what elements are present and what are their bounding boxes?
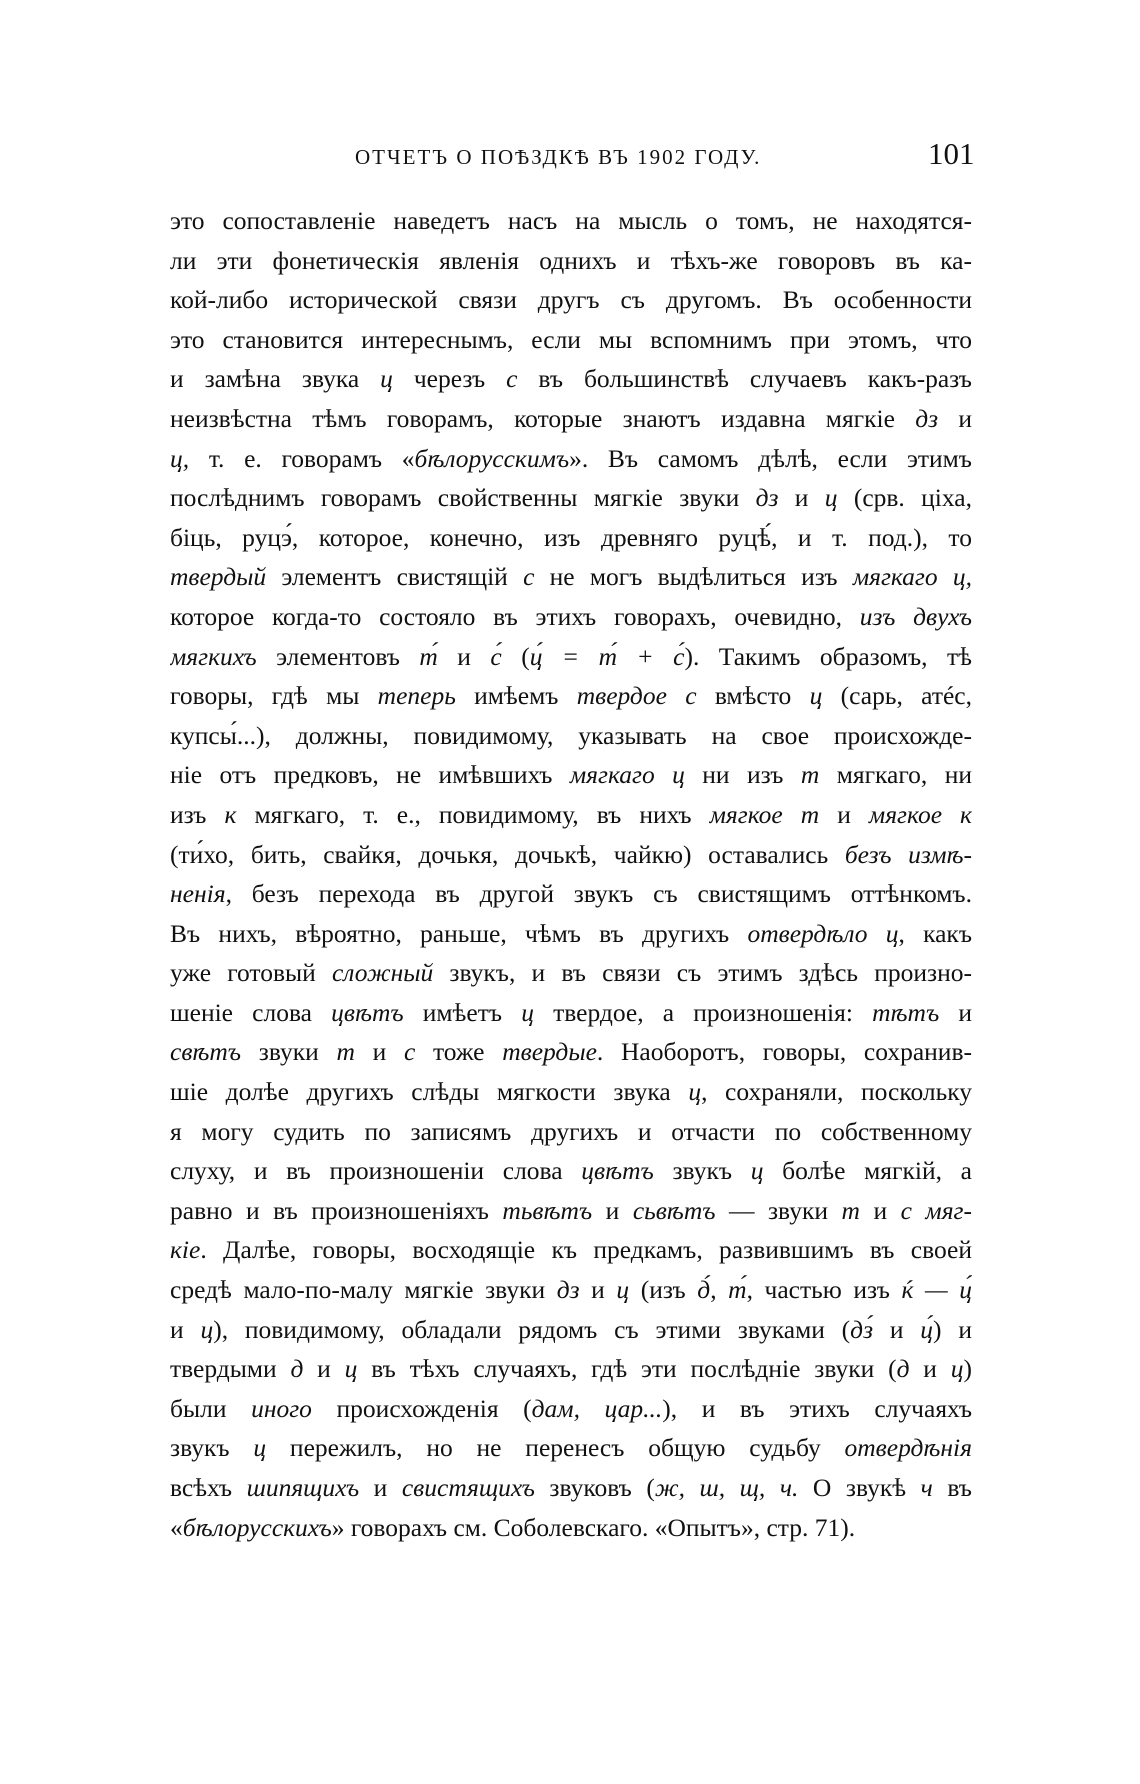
text-fragment: и	[437, 641, 491, 671]
text-fragment: всѣхъ	[170, 1473, 247, 1502]
italic-fragment: отвердѣнія	[844, 1433, 972, 1463]
text-fragment: и	[909, 1354, 951, 1384]
italic-fragment: ц	[616, 1275, 630, 1305]
text-fragment: и	[859, 1195, 901, 1225]
text-line	[170, 399, 972, 439]
text-fragment: мягкаго, т. е., повидимому, въ нихъ	[236, 799, 710, 829]
text-fragment: (	[501, 641, 530, 671]
italic-fragment: с́	[490, 641, 502, 671]
text-fragment: звуковъ (	[534, 1473, 655, 1502]
italic-fragment: ц	[950, 1354, 964, 1384]
text-line	[170, 795, 972, 835]
text-fragment: и	[592, 1195, 633, 1225]
text-fragment: и	[778, 483, 825, 513]
text-fragment: пережилъ, но не перенесъ общую судьбу	[266, 1433, 845, 1463]
text-fragment: ), повидимому, обладали рядомъ съ этими звуками (	[213, 1314, 851, 1344]
text-fragment: и	[579, 1275, 617, 1305]
text-fragment: изъ	[170, 799, 225, 829]
italic-fragment: цвѣтъ	[331, 997, 404, 1027]
text-fragment: звукъ, и въ связи съ этимъ здѣсь произно-	[433, 958, 972, 988]
text-fragment: (сарь, атéс,	[822, 681, 972, 711]
text-fragment: т. е. говорамъ «	[189, 443, 415, 473]
italic-fragment: безъ измѣ-	[844, 839, 972, 869]
text-fragment: «	[170, 1512, 183, 1542]
text-line	[170, 1191, 972, 1231]
text-fragment: элементъ свистящій	[266, 562, 524, 592]
italic-fragment: ц	[344, 1354, 358, 1384]
text-line	[170, 201, 972, 241]
italic-fragment: мягкое т	[709, 799, 820, 829]
text-fragment: элементовъ	[256, 641, 420, 671]
italic-fragment: мягкаго ц,	[852, 562, 972, 592]
text-line	[170, 637, 972, 677]
text-fragment: это сопоставленіе наведетъ насъ на мысль о томъ, не находятся-	[170, 206, 972, 235]
text-fragment: ніе отъ предковъ, не имѣвшихъ	[170, 760, 570, 790]
text-line	[170, 716, 972, 756]
text-line	[170, 1508, 972, 1548]
text-fragment: )	[963, 1354, 972, 1384]
text-line	[170, 518, 972, 558]
text-fragment: и замѣна звука	[170, 364, 381, 394]
text-fragment: кой-либо исторической связи другъ съ другомъ. Въ особенности	[170, 285, 972, 315]
text-fragment: средѣ мало-по-малу мягкіе звуки	[170, 1275, 557, 1305]
text-line	[170, 478, 972, 518]
text-fragment: и	[938, 403, 972, 433]
italic-fragment: мягкихъ	[170, 641, 257, 671]
italic-fragment: т́	[419, 641, 438, 671]
text-fragment: болѣе мягкій, а	[763, 1156, 972, 1186]
text-fragment: Въ нихъ, вѣроятно, раньше, чѣмъ въ другихъ	[170, 918, 748, 948]
text-line	[170, 557, 972, 597]
text-fragment: купсы́...), должны, повидимому, указывать на свое происхожде-	[170, 720, 972, 750]
text-fragment: твердыми	[170, 1354, 291, 1384]
text-fragment: мягкаго, ни	[819, 760, 972, 790]
text-line	[170, 359, 972, 399]
text-line	[170, 241, 972, 281]
italic-fragment: свистящихъ	[401, 1473, 535, 1502]
text-line	[170, 1072, 972, 1112]
text-fragment: и	[303, 1354, 345, 1384]
text-line	[170, 280, 972, 320]
text-fragment: имѣемъ	[455, 681, 577, 711]
text-fragment: (срв. ціха,	[837, 483, 972, 513]
text-fragment: (ти́хо, бить, свайкя, дочькя, дочькѣ, чайкю) оставались	[170, 839, 845, 869]
italic-fragment: ц	[253, 1433, 267, 1463]
text-line	[170, 1151, 972, 1191]
text-line	[170, 1270, 972, 1310]
italic-fragment: ц	[521, 997, 534, 1027]
italic-fragment: ц,	[170, 443, 190, 473]
text-fragment: вмѣсто	[696, 681, 810, 711]
italic-fragment: дз́	[850, 1314, 874, 1344]
text-line	[170, 914, 972, 954]
italic-fragment: т	[841, 1195, 860, 1225]
italic-fragment: шипящихъ	[246, 1473, 360, 1502]
text-fragment: твердое, а произношенія:	[533, 997, 873, 1027]
italic-fragment: твердое с	[576, 681, 697, 711]
text-fragment: тоже	[415, 1037, 503, 1067]
text-fragment: которое когда-то состояло въ этихъ говорахъ, очевидно,	[170, 601, 860, 631]
italic-fragment: т́	[728, 1275, 747, 1305]
text-fragment: , сохраняли, поскольку	[701, 1077, 972, 1107]
text-line	[170, 1032, 972, 1072]
italic-fragment: к	[224, 799, 237, 829]
text-fragment: происхожденія (	[311, 1393, 532, 1423]
italic-fragment: д́	[697, 1275, 711, 1305]
italic-fragment: сьвѣтъ	[632, 1195, 716, 1225]
text-fragment: ,	[710, 1275, 729, 1305]
italic-fragment: отвердѣло ц	[747, 918, 899, 948]
text-fragment: ), и въ этихъ случаяхъ	[662, 1393, 972, 1423]
text-fragment: въ тѣхъ случаяхъ, гдѣ эти послѣдніе звуки (	[357, 1354, 897, 1384]
italic-fragment: ц	[380, 364, 393, 394]
text-line	[170, 755, 972, 795]
italic-fragment: мягкаго ц	[569, 760, 685, 790]
text-fragment: , безъ перехода въ другой звукъ съ свистящимъ оттѣнкомъ.	[225, 879, 972, 909]
text-line	[170, 1468, 972, 1508]
italic-fragment: тѣтъ	[872, 997, 940, 1027]
italic-fragment: дз	[755, 483, 779, 513]
text-fragment: ). Такимъ образомъ, тѣ	[684, 641, 972, 671]
text-fragment: это становится интереснымъ, если мы вспомнимъ при этомъ, что	[170, 324, 972, 354]
italic-fragment: д	[896, 1354, 910, 1384]
page-number: 101	[928, 136, 975, 171]
italic-fragment: изъ двухъ	[859, 601, 972, 631]
text-fragment: въ большинствѣ случаевъ какъ-разъ	[517, 364, 972, 394]
text-fragment: ». Въ самомъ дѣлѣ, если этимъ	[569, 443, 972, 473]
text-line	[170, 1112, 972, 1152]
italic-fragment: ц	[200, 1314, 214, 1344]
text-fragment: ни изъ	[684, 760, 801, 790]
italic-fragment: мягкое к	[868, 799, 972, 829]
italic-fragment: ж, ш, щ, ч.	[654, 1473, 799, 1502]
italic-fragment: тьвѣтъ	[502, 1195, 593, 1225]
italic-fragment: с	[523, 562, 535, 592]
italic-fragment: сложный	[331, 958, 434, 988]
text-fragment: я могу судить по записямъ другихъ и отчасти по собственному	[170, 1116, 972, 1146]
text-fragment: и	[359, 1473, 402, 1502]
italic-fragment: ненія	[170, 879, 226, 909]
italic-fragment: д	[290, 1354, 304, 1384]
text-fragment: въ	[932, 1473, 972, 1502]
text-fragment: ) и	[933, 1314, 972, 1344]
italic-fragment: т	[800, 760, 820, 790]
running-title: ОТЧЕТЪ О ПОѢЗДКѢ ВЪ 1902 ГОДУ.	[355, 145, 762, 169]
italic-fragment: ц́ = т́ + с́	[529, 641, 685, 671]
text-fragment: и	[170, 1314, 201, 1344]
text-fragment: . Далѣе, говоры, восходящіе къ предкамъ, развившимъ въ своей	[200, 1235, 972, 1265]
italic-fragment: ц	[824, 483, 838, 513]
italic-fragment: дз	[556, 1275, 580, 1305]
text-fragment: не могъ выдѣлиться изъ	[534, 562, 853, 592]
italic-fragment: бѣлорусскимъ	[414, 443, 570, 473]
text-fragment: говоры, гдѣ мы	[170, 681, 378, 711]
text-fragment: , частью изъ	[746, 1275, 902, 1305]
italic-fragment: твердые	[502, 1037, 597, 1067]
text-line	[170, 874, 972, 914]
italic-fragment: твердый	[170, 562, 267, 592]
text-fragment: были	[170, 1393, 252, 1423]
italic-fragment: теперь	[377, 681, 456, 711]
text-fragment: біць, руцэ́, которое, конечно, изъ древняго руцѣ́, и т. под.), то	[170, 522, 972, 552]
text-line	[170, 1310, 972, 1350]
text-fragment: черезъ	[392, 364, 507, 394]
text-fragment: и	[939, 997, 972, 1027]
text-fragment: и	[873, 1314, 921, 1344]
text-fragment: ли эти фонетическія явленія однихъ и тѣхъ-же говоровъ въ ка-	[170, 245, 972, 275]
text-fragment: , какъ	[898, 918, 972, 948]
text-fragment: уже готовый	[170, 958, 332, 988]
text-fragment: (изъ	[629, 1275, 698, 1305]
text-fragment: » говорахъ см. Соболевскаго. «Опытъ», стр. 71).	[331, 1512, 856, 1542]
italic-fragment: с мяг-	[900, 1195, 972, 1225]
text-line	[170, 1389, 972, 1429]
italic-fragment: кіе	[170, 1235, 201, 1265]
italic-fragment: ч	[920, 1473, 933, 1502]
italic-fragment: свѣтъ	[170, 1037, 242, 1067]
text-fragment: и	[354, 1037, 404, 1067]
text-fragment: неизвѣстна тѣмъ говорамъ, которые знаютъ издавна мягкіе	[170, 403, 916, 433]
text-fragment: и	[819, 799, 869, 829]
text-fragment: шіе долѣе другихъ слѣды мягкости звука	[170, 1077, 689, 1107]
text-line	[170, 597, 972, 637]
italic-fragment: дз	[915, 403, 939, 433]
text-fragment: звукъ	[170, 1433, 254, 1463]
text-fragment: звуки	[241, 1037, 337, 1067]
text-line	[170, 993, 972, 1033]
text-line	[170, 1349, 972, 1389]
italic-fragment: т	[336, 1037, 355, 1067]
italic-fragment: бѣлорусскихъ	[182, 1512, 332, 1542]
text-fragment: послѣднимъ говорамъ свойственны мягкіе звуки	[170, 483, 756, 513]
text-line	[170, 1230, 972, 1270]
text-fragment: . Наоборотъ, говоры, сохранив-	[596, 1037, 972, 1067]
italic-fragment: дам, цар...	[531, 1393, 663, 1423]
italic-fragment: ц	[809, 681, 823, 711]
italic-fragment: иного	[251, 1393, 312, 1423]
text-fragment: слуху, и въ произношеніи слова	[170, 1156, 582, 1186]
text-line	[170, 835, 972, 875]
italic-fragment: цвѣтъ	[581, 1156, 654, 1186]
text-line	[170, 439, 972, 479]
text-line	[170, 320, 972, 360]
text-fragment: имѣетъ	[403, 997, 522, 1027]
text-fragment: — звуки	[715, 1195, 842, 1225]
text-line	[170, 953, 972, 993]
text-fragment: шеніе слова	[170, 997, 332, 1027]
italic-fragment: ќ — ц́	[901, 1275, 972, 1305]
text-fragment: равно и въ произношеніяхъ	[170, 1195, 503, 1225]
italic-fragment: ц	[750, 1156, 764, 1186]
text-fragment: звукъ	[653, 1156, 751, 1186]
italic-fragment: ц	[688, 1077, 702, 1107]
body-text	[170, 201, 972, 1547]
text-line	[170, 1428, 972, 1468]
text-line	[170, 676, 972, 716]
text-fragment: О звукѣ	[798, 1473, 921, 1502]
italic-fragment: с	[403, 1037, 416, 1067]
italic-fragment: ц́	[920, 1314, 934, 1344]
italic-fragment: с	[506, 364, 518, 394]
